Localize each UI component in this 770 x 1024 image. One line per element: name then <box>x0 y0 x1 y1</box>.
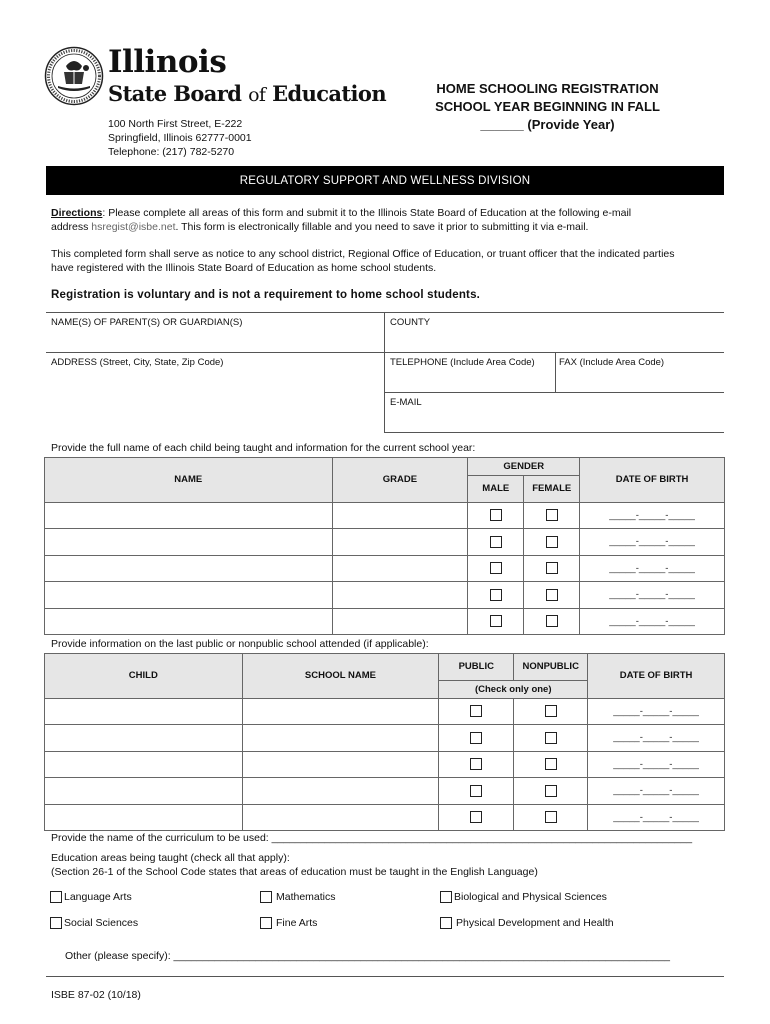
children-table-intro: Provide the full name of each child being taught and information for the current school year: <box>51 442 476 454</box>
col-header-gender: GENDER <box>468 458 580 476</box>
child-input[interactable] <box>45 725 243 752</box>
parent-box-col-divider <box>384 312 385 432</box>
area-language-arts[interactable]: Language Arts <box>50 891 132 903</box>
male-checkbox[interactable] <box>490 615 502 627</box>
col-header-nonpublic: NONPUBLIC <box>514 654 588 681</box>
school-name-input[interactable] <box>242 804 439 831</box>
checkbox[interactable] <box>50 917 62 929</box>
male-checkbox[interactable] <box>490 509 502 521</box>
grade-input[interactable] <box>332 529 468 556</box>
checkbox[interactable] <box>440 891 452 903</box>
address-line-1: 100 North First Street, E-222 <box>108 118 243 130</box>
table-row <box>45 698 725 725</box>
checkbox[interactable] <box>260 917 272 929</box>
checkbox[interactable] <box>260 891 272 903</box>
col-header-female: FEMALE <box>524 476 580 503</box>
area-biological-physical-sciences[interactable]: Biological and Physical Sciences <box>440 891 607 903</box>
area-mathematics[interactable]: Mathematics <box>260 891 336 903</box>
area-physical-development-health[interactable]: Physical Development and Health <box>440 917 614 929</box>
state-seal-logo <box>44 46 104 106</box>
division-banner: REGULATORY SUPPORT AND WELLNESS DIVISION <box>46 166 724 195</box>
directions-paragraph: Directions: Please complete all areas of this form and submit it to the Illinois State Board of Education at the following e-mail address hsregist@isbe.net. This form is electronically fillable and you need to save it prior to submitting it via e-mail. <box>51 207 632 233</box>
public-checkbox[interactable] <box>470 732 482 744</box>
address-field[interactable]: ADDRESS (Street, City, State, Zip Code) <box>51 357 224 368</box>
table-row <box>45 529 725 556</box>
curriculum-field[interactable]: Provide the name of the curriculum to be used: ________________________________________________________________________ <box>51 832 693 844</box>
logo-title-board: State Board of Education <box>108 81 386 106</box>
school-name-input[interactable] <box>242 778 439 805</box>
voluntary-statement: Registration is voluntary and is not a requirement to home school students. <box>51 289 481 301</box>
telephone-line: Telephone: (217) 782-5270 <box>108 146 235 158</box>
directions-label: Directions <box>51 207 103 219</box>
parent-box-fax-divider <box>555 352 556 392</box>
col-header-check-only-one: (Check only one) <box>439 680 588 698</box>
grade-input[interactable] <box>332 608 468 635</box>
school-name-input[interactable] <box>242 751 439 778</box>
child-input[interactable] <box>45 804 243 831</box>
nonpublic-checkbox[interactable] <box>545 758 557 770</box>
child-name-input[interactable] <box>45 555 333 582</box>
form-title-line-2: SCHOOL YEAR BEGINNING IN FALL <box>435 99 660 114</box>
child-input[interactable] <box>45 778 243 805</box>
county-field[interactable]: COUNTY <box>390 317 431 328</box>
school-table <box>44 653 725 831</box>
telephone-field[interactable]: TELEPHONE (Include Area Code) <box>390 357 535 368</box>
checkbox[interactable] <box>50 891 62 903</box>
col-header-school-dob: DATE OF BIRTH <box>588 654 725 699</box>
col-header-grade: GRADE <box>332 458 468 503</box>
male-checkbox[interactable] <box>490 562 502 574</box>
child-name-input[interactable] <box>45 502 333 529</box>
male-checkbox[interactable] <box>490 589 502 601</box>
table-row <box>45 725 725 752</box>
email-link[interactable]: hsregist@isbe.net <box>91 221 176 233</box>
dob-input[interactable]: _____-_____-_____ <box>588 725 725 752</box>
male-checkbox[interactable] <box>490 536 502 548</box>
dob-input[interactable]: _____-_____-_____ <box>580 502 725 529</box>
child-name-input[interactable] <box>45 582 333 609</box>
dob-input[interactable]: _____-_____-_____ <box>580 529 725 556</box>
area-social-sciences[interactable]: Social Sciences <box>50 917 138 929</box>
child-name-input[interactable] <box>45 608 333 635</box>
child-input[interactable] <box>45 751 243 778</box>
table-row <box>45 502 725 529</box>
grade-input[interactable] <box>332 555 468 582</box>
school-name-input[interactable] <box>242 698 439 725</box>
dob-input[interactable]: _____-_____-_____ <box>580 555 725 582</box>
parent-names-field[interactable]: NAME(S) OF PARENT(S) OR GUARDIAN(S) <box>51 317 243 328</box>
grade-input[interactable] <box>332 502 468 529</box>
dob-input[interactable]: _____-_____-_____ <box>588 698 725 725</box>
public-checkbox[interactable] <box>470 705 482 717</box>
parent-box-row-divider-2 <box>384 392 724 393</box>
table-row <box>45 555 725 582</box>
female-checkbox[interactable] <box>546 562 558 574</box>
education-areas-label: Education areas being taught (check all that apply): <box>51 852 290 864</box>
female-checkbox[interactable] <box>546 536 558 548</box>
dob-input[interactable]: _____-_____-_____ <box>580 582 725 609</box>
table-row <box>45 751 725 778</box>
dob-input[interactable]: _____-_____-_____ <box>588 778 725 805</box>
school-table-intro: Provide information on the last public or nonpublic school attended (if applicable): <box>51 638 429 650</box>
table-row <box>45 582 725 609</box>
email-field[interactable]: E-MAIL <box>390 397 422 408</box>
checkbox[interactable] <box>440 917 452 929</box>
table-row <box>45 778 725 805</box>
nonpublic-checkbox[interactable] <box>545 785 557 797</box>
public-checkbox[interactable] <box>470 811 482 823</box>
child-name-input[interactable] <box>45 529 333 556</box>
col-header-male: MALE <box>468 476 524 503</box>
form-title-line-3: ______ (Provide Year) <box>480 117 615 132</box>
grade-input[interactable] <box>332 582 468 609</box>
fax-field[interactable]: FAX (Include Area Code) <box>559 357 665 368</box>
logo-title-illinois: Illinois <box>108 44 227 80</box>
table-row <box>45 804 725 831</box>
form-number: ISBE 87-02 (10/18) <box>51 989 141 1001</box>
school-name-input[interactable] <box>242 725 439 752</box>
parent-box-top-border <box>46 312 724 313</box>
female-checkbox[interactable] <box>546 589 558 601</box>
table-row <box>45 608 725 635</box>
col-header-public: PUBLIC <box>439 654 514 681</box>
col-header-dob: DATE OF BIRTH <box>580 458 725 503</box>
parent-box-bottom-border <box>384 432 724 433</box>
nonpublic-checkbox[interactable] <box>545 705 557 717</box>
children-table <box>44 457 725 635</box>
form-title-line-1: HOME SCHOOLING REGISTRATION <box>436 81 659 96</box>
child-input[interactable] <box>45 698 243 725</box>
col-header-child: CHILD <box>45 654 243 699</box>
female-checkbox[interactable] <box>546 509 558 521</box>
other-field[interactable]: Other (please specify): _____________________________________________________________________________________ <box>65 950 670 962</box>
footer-divider <box>46 976 724 977</box>
dob-input[interactable]: _____-_____-_____ <box>588 804 725 831</box>
nonpublic-checkbox[interactable] <box>545 732 557 744</box>
notice-paragraph: This completed form shall serve as notice to any school district, Regional Office of Education, or truant officer that the indicated parties have registered with the Illinois State Board of Education as home school students. <box>51 248 675 274</box>
col-header-school-name: SCHOOL NAME <box>242 654 439 699</box>
female-checkbox[interactable] <box>546 615 558 627</box>
address-line-2: Springfield, Illinois 62777-0001 <box>108 132 252 144</box>
area-fine-arts[interactable]: Fine Arts <box>260 917 317 929</box>
dob-input[interactable]: _____-_____-_____ <box>580 608 725 635</box>
col-header-name: NAME <box>45 458 333 503</box>
education-areas-note: (Section 26-1 of the School Code states that areas of education must be taught in the English Language) <box>51 866 538 878</box>
public-checkbox[interactable] <box>470 785 482 797</box>
parent-box-row-divider-1 <box>46 352 724 353</box>
nonpublic-checkbox[interactable] <box>545 811 557 823</box>
dob-input[interactable]: _____-_____-_____ <box>588 751 725 778</box>
public-checkbox[interactable] <box>470 758 482 770</box>
